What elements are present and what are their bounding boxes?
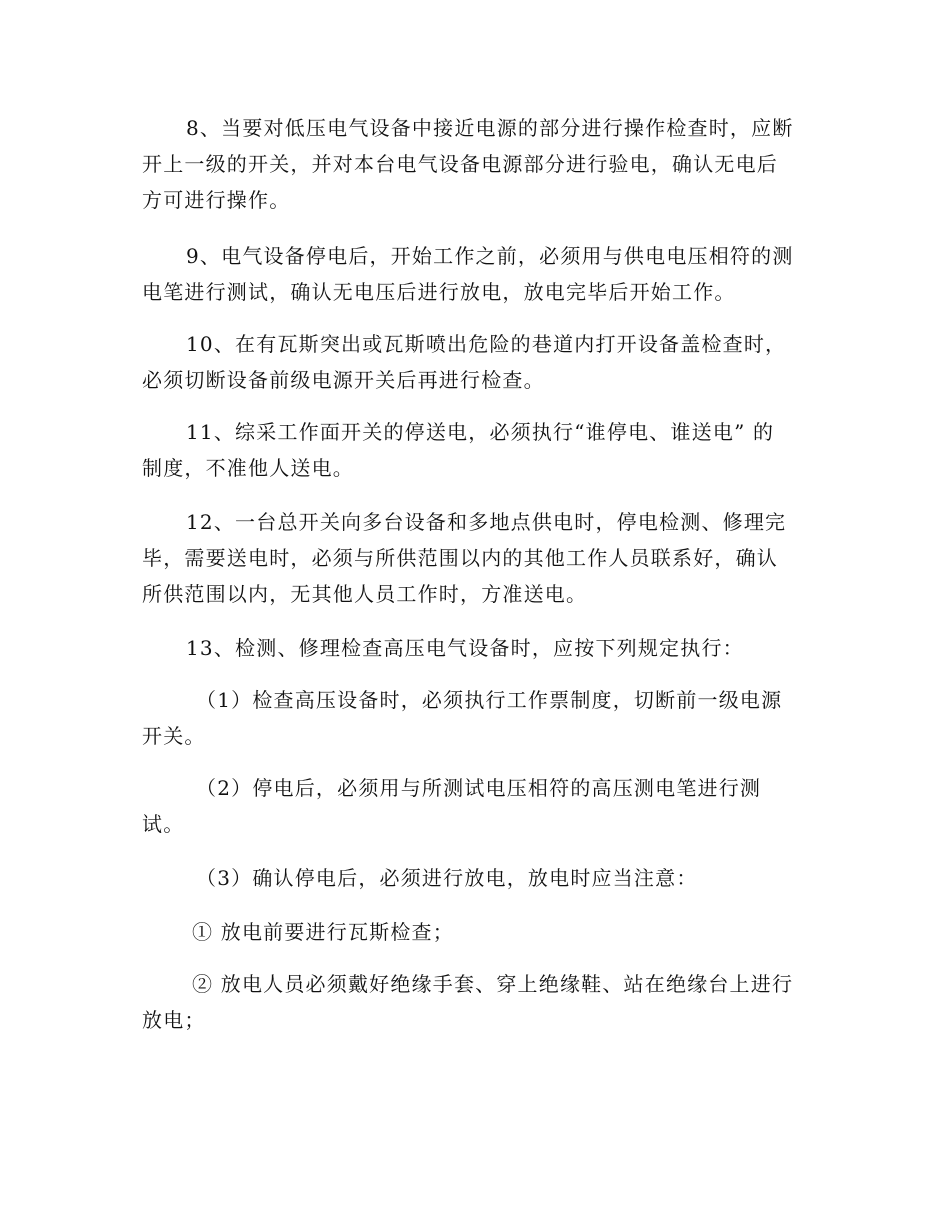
- item-8-line-1: 8、当要对低压电气设备中接近电源的部分进行操作检查时，应断: [186, 116, 794, 140]
- item-9-line-1: 9、电气设备停电后，开始工作之前，必须用与供电电压相符的测: [186, 244, 794, 268]
- item-13-1-line-2: 开关。: [142, 724, 206, 748]
- item-12-line-3: 所供范围以内，无其他人员工作时，方准送电。: [142, 582, 588, 606]
- item-13-3-line-1: （3）确认停电后，必须进行放电，放电时应当注意：: [196, 866, 698, 890]
- item-13-2-line-1: （2）停电后，必须用与所测试电压相符的高压测电笔进行测: [196, 776, 762, 800]
- item-13-3-b-line-2: 放电；: [142, 1008, 206, 1032]
- item-10-line-2: 必须切断设备前级电源开关后再进行检查。: [142, 368, 545, 392]
- item-8-line-2: 开上一级的开关，并对本台电气设备电源部分进行验电，确认无电后: [142, 152, 778, 176]
- item-13-2-line-2: 试。: [142, 812, 185, 836]
- item-9-line-2: 电笔进行测试，确认无电压后进行放电，放电完毕后开始工作。: [142, 280, 736, 304]
- item-12-line-1: 12、一台总开关向多台设备和多地点供电时，停电检测、修理完: [186, 510, 787, 534]
- item-13-line-1: 13、检测、修理检查高压电气设备时，应按下列规定执行：: [186, 636, 744, 660]
- item-8-line-3: 方可进行操作。: [142, 188, 291, 212]
- item-12-line-2: 毕，需要送电时，必须与所供范围以内的其他工作人员联系好，确认: [142, 546, 778, 570]
- item-11-line-1: 11、综采工作面开关的停送电，必须执行“谁停电、谁送电” 的: [186, 420, 775, 444]
- item-10-line-1: 10、在有瓦斯突出或瓦斯喷出危险的巷道内打开设备盖检查时，: [186, 332, 787, 356]
- item-11-line-2: 制度，不准他人送电。: [142, 456, 354, 480]
- item-13-3-a-line-1: ① 放电前要进行瓦斯检查；: [192, 920, 454, 944]
- item-13-1-line-1: （1）检查高压设备时，必须执行工作票制度，切断前一级电源: [196, 688, 783, 712]
- item-13-3-b-line-1: ② 放电人员必须戴好绝缘手套、穿上绝缘鞋、站在绝缘台上进行: [192, 972, 794, 996]
